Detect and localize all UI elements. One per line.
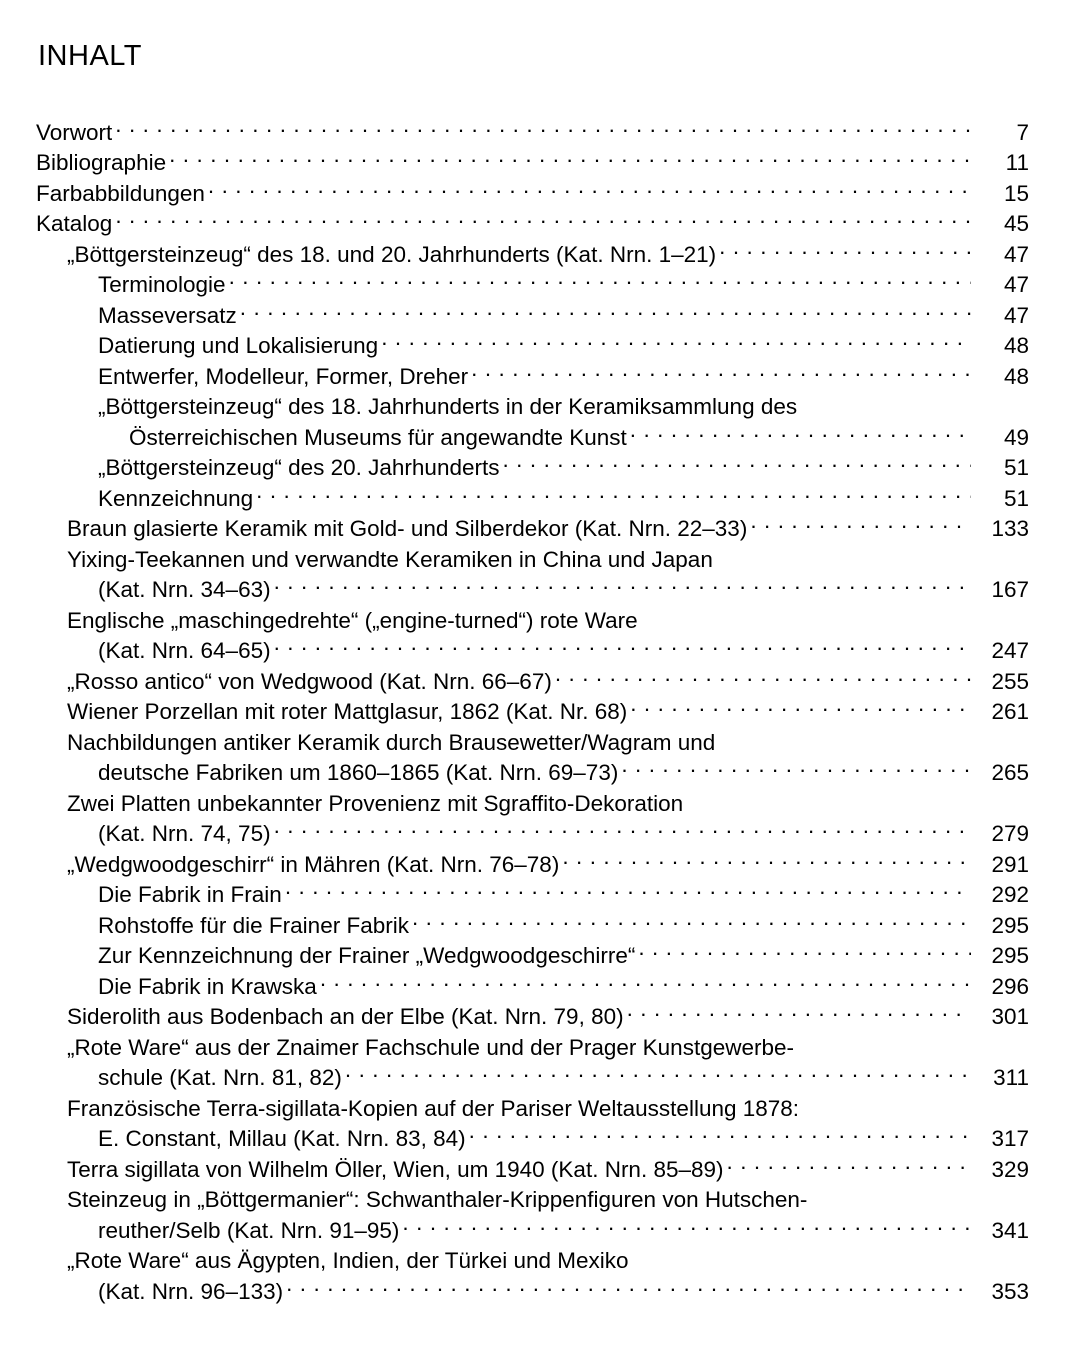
toc-page-number: 311 — [993, 1065, 1029, 1090]
toc-entry[interactable] — [36, 605, 1029, 666]
toc-entry-line[interactable] — [36, 514, 1029, 545]
toc-entry-label: Zur Kennzeichnung der Frainer „Wedgwoodgeschirre“ — [98, 943, 636, 968]
toc-entry[interactable] — [36, 971, 1029, 1002]
toc-entry-label: Zwei Platten unbekannter Provenienz mit Sgraffito-Dekoration — [67, 790, 684, 816]
toc-entry[interactable] — [36, 209, 1029, 240]
toc-entry-label: Masseversatz — [98, 302, 237, 328]
toc-entry[interactable] — [36, 910, 1029, 941]
toc-entry-line[interactable] — [36, 453, 1029, 484]
toc-entry-label: Rohstoffe für die Frainer Fabrik — [98, 912, 409, 938]
toc-entry-line[interactable] — [36, 361, 1029, 392]
dot-leader — [381, 331, 971, 354]
toc-entry[interactable] — [36, 331, 1029, 362]
toc-page-number: 51 — [1003, 485, 1029, 511]
dot-leader — [115, 209, 971, 232]
toc-entry[interactable] — [36, 666, 1029, 697]
dot-leader — [718, 727, 971, 750]
toc-entry-label: „Böttgersteinzeug“ des 18. und 20. Jahrhunderts (Kat. Nrn. 1–21) — [67, 241, 717, 267]
toc-entry-label: deutsche Fabriken um 1860–1865 (Kat. Nrn. 69–73) — [98, 760, 619, 785]
dot-leader — [274, 636, 971, 659]
dot-leader — [562, 849, 971, 872]
toc-entry-label: schule (Kat. Nrn. 81, 82) — [98, 1065, 342, 1090]
toc-page-number: 7 — [1016, 119, 1029, 145]
toc-entry[interactable] — [36, 148, 1029, 179]
dot-leader — [229, 270, 971, 293]
toc-entry-line[interactable] — [36, 941, 1029, 972]
toc-entry-label: (Kat. Nrn. 64–65) — [98, 638, 271, 663]
dot-leader — [256, 483, 971, 506]
dot-leader — [471, 361, 971, 384]
dot-leader — [750, 514, 971, 537]
toc-entry-label: Die Fabrik in Frain — [98, 882, 282, 907]
toc-page-number: 49 — [1003, 424, 1029, 450]
dot-leader — [555, 666, 971, 689]
dot-leader — [638, 941, 971, 964]
toc-entry-label: „Wedgwoodgeschirr“ in Mähren (Kat. Nrn. 76–78) — [67, 851, 560, 877]
toc-entry-label: Entwerfer, Modelleur, Former, Dreher — [98, 363, 469, 389]
toc-entry-line[interactable] — [36, 178, 1029, 209]
toc-entry[interactable] — [36, 453, 1029, 484]
toc-entry-line[interactable] — [36, 910, 1029, 941]
toc-entry-line[interactable] — [36, 148, 1029, 179]
dot-leader — [240, 300, 971, 323]
toc-entry-line[interactable] — [36, 1185, 1029, 1216]
toc-entry[interactable] — [36, 544, 1029, 605]
toc-entry-label: „Rote Ware“ aus Ägypten, Indien, der Türkei und Mexiko — [67, 1248, 629, 1273]
toc-entry-line[interactable] — [36, 483, 1029, 514]
toc-entry-line[interactable] — [36, 300, 1029, 331]
toc-entry-line[interactable] — [36, 1246, 1029, 1277]
dot-leader — [810, 1185, 971, 1208]
toc-entry-line[interactable] — [36, 209, 1029, 240]
toc-entry-label: „Böttgersteinzeug“ des 18. Jahrhunderts in der Keramiksammlung des — [98, 394, 798, 419]
dot-leader — [286, 1276, 971, 1299]
toc-entry-line[interactable] — [36, 1124, 1029, 1155]
toc-entry-line[interactable] — [36, 1002, 1029, 1033]
dot-leader — [802, 1093, 971, 1116]
toc-entry-line[interactable] — [36, 331, 1029, 362]
toc-entry-label: Braun glasierte Keramik mit Gold- und Silberdekor (Kat. Nrn. 22–33) — [67, 516, 748, 541]
toc-page-number: 265 — [991, 760, 1029, 785]
dot-leader — [727, 1154, 971, 1177]
toc-page-number: 296 — [991, 973, 1029, 999]
toc-page-number: 295 — [991, 943, 1029, 968]
dot-leader — [412, 910, 971, 933]
toc-page-number: 255 — [991, 668, 1029, 694]
toc-page-number: 51 — [1003, 455, 1029, 480]
toc-entry-label: Farbabbildungen — [36, 180, 205, 206]
toc-entry-line[interactable] — [36, 666, 1029, 697]
toc-entry[interactable] — [36, 483, 1029, 514]
dot-leader — [345, 1063, 971, 1086]
toc-entry[interactable] — [36, 270, 1029, 301]
toc-entry[interactable] — [36, 178, 1029, 209]
toc-entry-label: „Rosso antico“ von Wedgwood (Kat. Nrn. 66–67) — [67, 668, 552, 694]
toc-page-number: 279 — [991, 821, 1029, 846]
toc-entry-label: Französische Terra-sigillata-Kopien auf der Pariser Weltausstellung 1878: — [67, 1095, 800, 1121]
toc-entry-line[interactable] — [36, 697, 1029, 728]
toc-entry-line[interactable] — [36, 1063, 1029, 1094]
toc-entry-line[interactable] — [36, 819, 1029, 850]
toc-page-number: 291 — [991, 851, 1029, 877]
dot-leader — [630, 697, 971, 720]
dot-leader — [274, 575, 971, 598]
toc-entry-label: Siderolith aus Bodenbach an der Elbe (Kat. Nrn. 79, 80) — [67, 1004, 624, 1029]
dot-leader — [719, 239, 971, 262]
toc-entry-line[interactable] — [36, 422, 1029, 453]
toc-page-number: 47 — [1003, 302, 1029, 328]
toc-entry-line[interactable] — [36, 758, 1029, 789]
toc-entry[interactable] — [36, 300, 1029, 331]
toc-page-number: 11 — [1005, 150, 1029, 175]
toc-entry[interactable] — [36, 1032, 1029, 1093]
toc-page-number: 261 — [991, 699, 1029, 724]
toc-page-number: 48 — [1003, 363, 1029, 389]
table-of-contents-list — [36, 117, 1029, 1307]
dot-leader — [627, 1002, 971, 1025]
toc-entry-label: Terra sigillata von Wilhelm Öller, Wien, um 1940 (Kat. Nrn. 85–89) — [67, 1156, 724, 1182]
toc-entry[interactable] — [36, 1093, 1029, 1154]
dot-leader — [208, 178, 971, 201]
toc-page-number: 301 — [991, 1004, 1029, 1029]
toc-page-number: 48 — [1003, 333, 1029, 358]
toc-entry[interactable] — [36, 514, 1029, 545]
toc-entry[interactable] — [36, 117, 1029, 148]
page-title: INHALT — [38, 40, 142, 72]
toc-entry-label: Österreichischen Museums für angewandte Kunst — [129, 424, 627, 450]
dot-leader — [800, 392, 971, 415]
toc-entry-label: Wiener Porzellan mit roter Mattglasur, 1862 (Kat. Nr. 68) — [67, 699, 628, 724]
toc-page-number: 329 — [991, 1156, 1029, 1182]
toc-page-number: 292 — [991, 882, 1029, 907]
toc-page-number: 47 — [1003, 272, 1029, 297]
dot-leader — [169, 148, 971, 171]
toc-entry-label: Katalog — [36, 211, 113, 236]
toc-entry-label: Bibliographie — [36, 150, 167, 175]
dot-leader — [274, 819, 971, 842]
toc-entry-label: Datierung und Lokalisierung — [98, 333, 379, 358]
dot-leader — [502, 453, 971, 476]
toc-page-number: 133 — [991, 516, 1029, 541]
dot-leader — [320, 971, 971, 994]
toc-page-number: 247 — [991, 638, 1029, 663]
toc-entry-line[interactable] — [36, 727, 1029, 758]
toc-page-number: 317 — [991, 1126, 1029, 1151]
toc-entry-label: Nachbildungen antiker Keramik durch Brausewetter/Wagram und — [67, 729, 716, 755]
toc-entry-label: Englische „maschingedrehte“ („engine-turned“) rote Ware — [67, 607, 638, 633]
dot-leader — [630, 422, 971, 445]
toc-entry-label: E. Constant, Millau (Kat. Nrn. 83, 84) — [98, 1126, 466, 1151]
toc-entry-label: reuther/Selb (Kat. Nrn. 91–95) — [98, 1217, 400, 1243]
dot-leader — [686, 788, 971, 811]
toc-entry[interactable] — [36, 727, 1029, 788]
toc-entry[interactable] — [36, 361, 1029, 392]
toc-entry-label: „Rote Ware“ aus der Znaimer Fachschule und der Prager Kunstgewerbe- — [67, 1034, 794, 1060]
dot-leader — [797, 1032, 971, 1055]
toc-entry-line[interactable] — [36, 849, 1029, 880]
dot-leader — [716, 544, 971, 567]
toc-entry[interactable] — [36, 941, 1029, 972]
dot-leader — [285, 880, 971, 903]
toc-entry-line[interactable] — [36, 971, 1029, 1002]
toc-page-number: 45 — [1003, 211, 1029, 236]
dot-leader — [402, 1215, 971, 1238]
toc-entry-label: (Kat. Nrn. 34–63) — [98, 577, 271, 602]
toc-entry-line[interactable] — [36, 605, 1029, 636]
toc-entry-label: (Kat. Nrn. 74, 75) — [98, 821, 271, 846]
toc-entry-label: „Böttgersteinzeug“ des 20. Jahrhunderts — [98, 455, 500, 480]
toc-entry-line[interactable] — [36, 788, 1029, 819]
toc-entry[interactable] — [36, 1002, 1029, 1033]
toc-entry-line[interactable] — [36, 1215, 1029, 1246]
toc-entry-line[interactable] — [36, 270, 1029, 301]
toc-page-number: 167 — [991, 577, 1029, 602]
toc-page-number: 47 — [1003, 241, 1029, 267]
dot-leader — [641, 605, 971, 628]
toc-entry-label: Die Fabrik in Krawska — [98, 973, 317, 999]
toc-entry-label: Steinzeug in „Böttgermanier“: Schwanthaler-Krippenfiguren von Hutschen- — [67, 1187, 808, 1212]
toc-page-number: 341 — [991, 1217, 1029, 1243]
dot-leader — [632, 1246, 971, 1269]
toc-entry-line[interactable] — [36, 1276, 1029, 1307]
toc-entry-line[interactable] — [36, 880, 1029, 911]
toc-entry[interactable] — [36, 880, 1029, 911]
toc-entry[interactable] — [36, 1154, 1029, 1185]
toc-entry-line[interactable] — [36, 544, 1029, 575]
toc-entry-line[interactable] — [36, 1032, 1029, 1063]
toc-entry-line[interactable] — [36, 1093, 1029, 1124]
toc-entry[interactable] — [36, 788, 1029, 849]
dot-leader — [115, 117, 971, 140]
toc-entry-line[interactable] — [36, 575, 1029, 606]
toc-page-number: 15 — [1003, 180, 1029, 206]
toc-page-number: 353 — [991, 1278, 1029, 1304]
toc-entry[interactable] — [36, 1185, 1029, 1246]
toc-entry-label: Terminologie — [98, 272, 226, 297]
toc-entry-line[interactable] — [36, 239, 1029, 270]
toc-entry-label: Vorwort — [36, 119, 113, 145]
toc-entry-label: Kennzeichnung — [98, 485, 254, 511]
toc-entry-line[interactable] — [36, 117, 1029, 148]
toc-entry-label: (Kat. Nrn. 96–133) — [98, 1278, 284, 1304]
dot-leader — [469, 1124, 971, 1147]
toc-entry[interactable] — [36, 697, 1029, 728]
toc-page-number: 295 — [991, 912, 1029, 938]
toc-entry-line[interactable] — [36, 636, 1029, 667]
toc-entry-line[interactable] — [36, 1154, 1029, 1185]
toc-entry[interactable] — [36, 392, 1029, 453]
toc-entry[interactable] — [36, 849, 1029, 880]
toc-entry-label: Yixing-Teekannen und verwandte Keramiken in China und Japan — [67, 546, 713, 572]
toc-entry[interactable] — [36, 239, 1029, 270]
dot-leader — [621, 758, 971, 781]
toc-entry[interactable] — [36, 1246, 1029, 1307]
toc-entry-line[interactable] — [36, 392, 1029, 423]
